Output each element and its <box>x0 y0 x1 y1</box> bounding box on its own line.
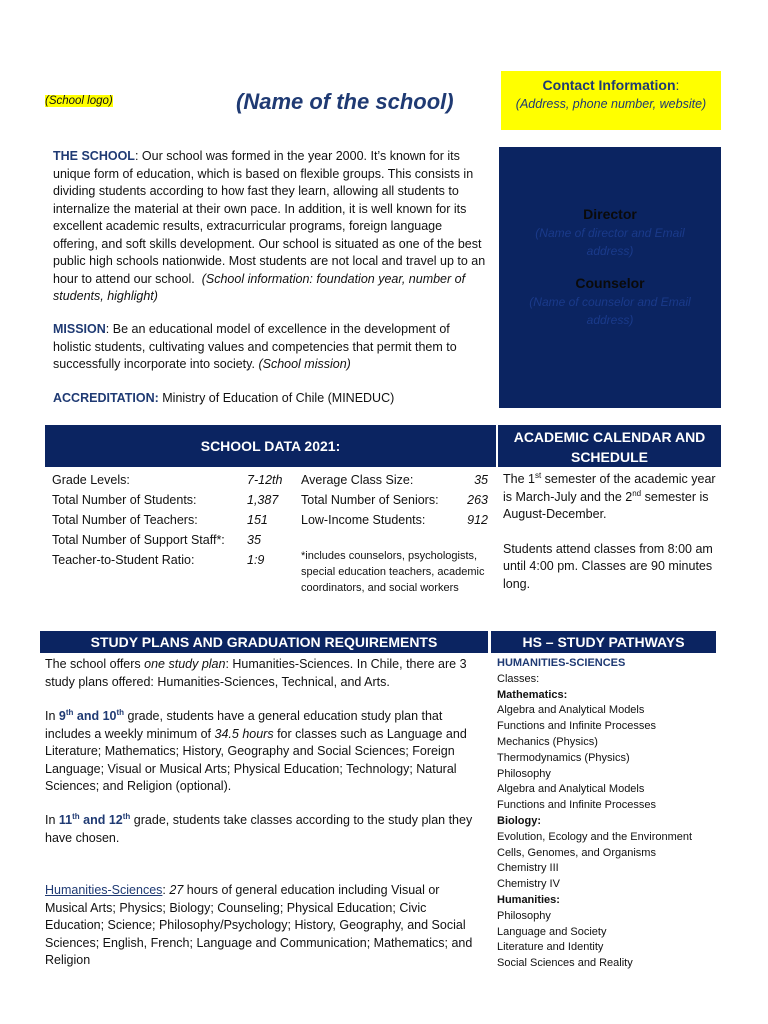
data-value: 1:9 <box>247 553 265 567</box>
superscript: th <box>122 811 131 821</box>
class-item: Functions and Infinite Processes <box>497 799 656 812</box>
superscript: th <box>72 811 80 821</box>
study-plans-title: STUDY PLANS AND GRADUATION REQUIREMENTS <box>90 634 438 650</box>
school-label: THE SCHOOL <box>53 149 135 163</box>
data-row <box>301 490 491 510</box>
contact-info-box <box>501 71 721 130</box>
data-row <box>52 510 292 530</box>
school-paragraph <box>53 148 488 306</box>
class-item: Philosophy <box>497 767 551 780</box>
data-label: Total Number of Seniors: <box>301 493 439 507</box>
group-title: Mathematics: <box>497 688 568 701</box>
school-data-left <box>52 470 292 570</box>
superscript: nd <box>632 488 642 498</box>
group-title: Biology: <box>497 814 541 827</box>
study-p3 <box>45 812 485 847</box>
study-p2 <box>45 708 485 796</box>
text: semester is August-December. <box>503 489 709 521</box>
pathways-header <box>491 631 716 653</box>
data-value: 35 <box>474 473 488 487</box>
accreditation-text: Ministry of Education of Chile (MINEDUC) <box>162 391 395 405</box>
pathways-title: HS – STUDY PATHWAYS <box>522 634 685 650</box>
class-item: Algebra and Analytical Models <box>497 704 645 717</box>
school-data-title: SCHOOL DATA 2021: <box>200 438 341 454</box>
text: grade, students have a general education study plan that includes a weekly minimum of <box>45 709 443 741</box>
mission-text: : Be an educational model of excellence in the development of holistic students, cultivating values and competencies that permit them to successfully incorporate into society. <box>53 322 457 371</box>
group-title: Humanities: <box>497 893 560 906</box>
study-p1 <box>45 656 485 691</box>
grade-number: and 10 <box>73 709 117 723</box>
data-label: Total Number of Students: <box>52 493 197 507</box>
mission-paragraph <box>53 321 488 374</box>
text: for classes such as Language and Literature; Mathematics; History, Geography and Social Sciences; Foreign Language; Visual or Musical Arts; Physical Education; Technology; Natural Sciences; and Religion (optional). <box>45 726 467 793</box>
school-logo-placeholder: (School logo) <box>45 95 113 107</box>
class-item: Social Sciences and Reality <box>497 957 633 970</box>
data-value: 35 <box>247 533 261 547</box>
contact-details: (Address, phone number, website) <box>515 97 707 111</box>
counselor-title: Counselor <box>575 275 645 291</box>
superscript: th <box>65 707 74 717</box>
mission-note: (School mission) <box>258 357 351 371</box>
class-item: Cells, Genomes, and Organisms <box>497 846 656 859</box>
accreditation-label: ACCREDITATION: <box>53 391 159 405</box>
director-title: Director <box>583 206 637 222</box>
superscript: th <box>116 707 125 717</box>
data-row <box>52 530 292 550</box>
data-row <box>52 470 292 490</box>
semester-paragraph <box>503 471 717 524</box>
school-name: (Name of the school) <box>236 89 454 114</box>
class-item: Functions and Infinite Processes <box>497 720 656 733</box>
text: In <box>45 709 59 723</box>
accreditation-paragraph <box>53 390 488 408</box>
emphasis: 27 <box>169 883 184 897</box>
data-label: Average Class Size: <box>301 473 414 487</box>
class-item: Thermodynamics (Physics) <box>497 751 630 764</box>
data-value: 263 <box>467 493 488 507</box>
school-data-header <box>45 425 496 467</box>
text: semester of the academic year is March-July and the 2 <box>503 472 716 504</box>
grade-number: 9 <box>58 709 66 723</box>
pathway-section: HUMANITIES-SCIENCES <box>497 657 626 669</box>
text: The 1 <box>503 472 535 486</box>
data-label: Total Number of Teachers: <box>52 513 198 527</box>
class-item: Literature and Identity <box>497 941 604 954</box>
classes-label: Classes: <box>497 672 540 685</box>
text: The school offers <box>45 657 145 671</box>
data-label: Total Number of Support Staff*: <box>52 533 225 547</box>
staff-box <box>499 147 721 408</box>
class-item: Mechanics (Physics) <box>497 735 598 748</box>
class-item: Algebra and Analytical Models <box>497 783 645 796</box>
school-data-right <box>301 470 491 530</box>
grade-number: 11 <box>58 813 73 827</box>
contact-colon: : <box>675 77 680 93</box>
calendar-body <box>503 471 717 593</box>
grade-number: and 12 <box>79 813 123 827</box>
humanities-sciences-link[interactable]: Humanities-Sciences <box>45 883 163 897</box>
emphasis: 34.5 hours <box>214 726 274 741</box>
text: : <box>162 883 170 897</box>
counselor-info: (Name of counselor and Email address) <box>529 295 691 327</box>
calendar-title-line1: ACADEMIC CALENDAR AND <box>513 429 706 445</box>
school-note: (School information: foundation year, number of students, highlight) <box>53 271 466 303</box>
superscript: st <box>534 470 542 480</box>
data-row <box>52 490 292 510</box>
data-value: 7-12th <box>247 473 283 487</box>
class-item: Chemistry IV <box>497 878 560 891</box>
class-item: Philosophy <box>497 909 551 922</box>
calendar-title-line2: SCHEDULE <box>570 449 648 465</box>
data-value: 912 <box>467 513 488 527</box>
contact-title: Contact Information <box>542 77 676 93</box>
text: : Humanities-Sciences. In Chile, there are 3 study plans offered: Humanities-Sciences, Technical, and Arts. <box>45 657 467 689</box>
study-plans-header <box>40 631 488 653</box>
class-item: Language and Society <box>497 925 607 938</box>
text: hours of general education including Visual or Musical Arts; Physics; Biology; Counseling; Physical Education; Civic Education; Science; Philosophy/Psychology; History, Geography, and Social Sciences; English, French; Language and Communication; Mathematics; and Religion <box>45 883 473 967</box>
study-p4 <box>45 882 485 970</box>
data-value: 151 <box>247 513 268 527</box>
class-item: Chemistry III <box>497 862 559 875</box>
pathways-list <box>497 656 727 972</box>
data-label: Grade Levels: <box>52 473 130 487</box>
school-text: : Our school was formed in the year 2000. It’s known for its unique form of education, which is based on flexible groups. This consists in dividing students according to how fast they learn, allowing all students to internalize the material at their own pace. In addition, it is well known for its excellent academic results, extracurricular programs, foreign language offering, and soft skills development. Our school is situated as one of the best public high schools nationwide. Most students are not local and travel up to an hour to attend our school. <box>53 149 486 286</box>
support-staff-footnote: *includes counselors, psychologists, special education teachers, academic coordinators, and social workers <box>301 550 485 594</box>
text: grade, students take classes according to the study plan they have chosen. <box>45 813 473 845</box>
data-value: 1,387 <box>247 493 279 507</box>
data-row <box>52 550 292 570</box>
data-label: Low-Income Students: <box>301 513 426 527</box>
calendar-header <box>498 425 721 467</box>
text: In <box>45 813 59 827</box>
class-item: Evolution, Ecology and the Environment <box>497 830 693 843</box>
emphasis: one study plan <box>144 657 226 671</box>
data-label: Teacher-to-Student Ratio: <box>52 553 195 567</box>
mission-label: MISSION <box>53 322 106 336</box>
director-info: (Name of director and Email address) <box>535 226 685 258</box>
data-row <box>301 510 491 530</box>
schedule-paragraph: Students attend classes from 8:00 am until 4:00 pm. Classes are 90 minutes long. <box>503 541 713 591</box>
data-row <box>301 470 491 490</box>
